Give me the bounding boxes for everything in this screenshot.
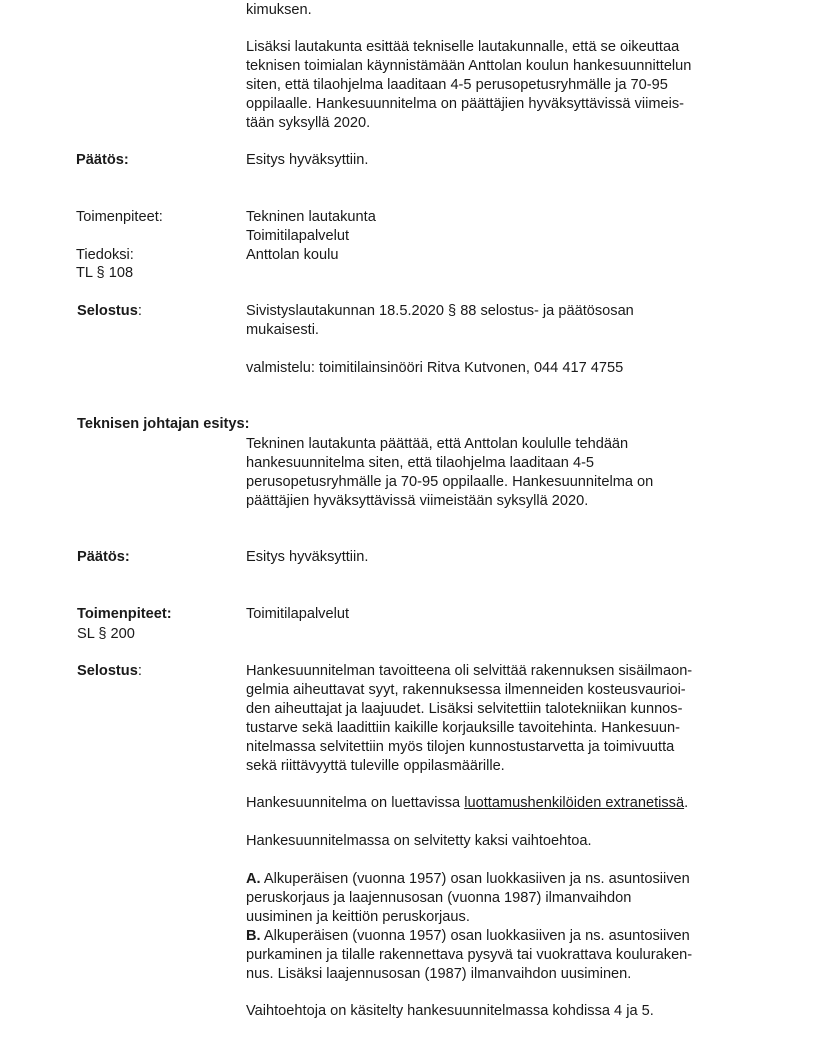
selostus-line: Sivistyslautakunnan 18.5.2020 § 88 selostus- ja päätösosan bbox=[246, 303, 634, 319]
selostus-label-colon: : bbox=[137, 303, 142, 319]
selostus-line: gelmia aiheuttavat syyt, rakennuksessa ilmenneiden kosteusvaurioi- bbox=[246, 682, 686, 698]
esitys-line: Tekninen lautakunta päättää, että Anttolan koululle tehdään bbox=[246, 436, 629, 452]
vaihtoehdot-text: Hankesuunnitelmassa on selvitetty kaksi vaihtoehtoa. bbox=[246, 833, 592, 849]
lisaksi-line: siten, että tilaohjelma laaditaan 4-5 perusopetusryhmälle ja 70-95 bbox=[246, 77, 668, 93]
selostus-line: den aiheuttajat ja laajuudet. Lisäksi selvitettiin talotekniikan kunnos- bbox=[246, 701, 683, 717]
option-a-line: uusiminen ja keittiön peruskorjaus. bbox=[246, 909, 470, 925]
lisaksi-line: oppilaalle. Hankesuunnitelma on päättäjien hyväksyttävissä viimeis- bbox=[246, 96, 685, 112]
option-b-text: Alkuperäisen (vuonna 1957) osan luokkasiiven ja ns. asuntosiiven bbox=[260, 928, 690, 944]
valmistelu-text: valmistelu: toimitilainsinööri Ritva Kutvonen, 044 417 4755 bbox=[246, 360, 624, 376]
selostus-label-colon: : bbox=[137, 663, 142, 679]
paatos-text: Esitys hyväksyttiin. bbox=[246, 549, 369, 565]
option-a-letter: A. bbox=[246, 871, 261, 887]
option-b-line: nus. Lisäksi laajennusosan (1987) ilmanvaihdon uusiminen. bbox=[246, 966, 632, 982]
option-b-line bbox=[246, 927, 690, 946]
selostus-label bbox=[77, 302, 142, 321]
selostus-line: Hankesuunnitelman tavoitteena oli selvittää rakennuksen sisäilmaon- bbox=[246, 663, 693, 679]
toimenpiteet-text: Toimitilapalvelut bbox=[246, 606, 350, 622]
toimenpiteet-label: Toimenpiteet: bbox=[76, 209, 163, 225]
paatos-text: Esitys hyväksyttiin. bbox=[246, 152, 369, 168]
sl-reference: SL § 200 bbox=[77, 626, 135, 642]
esitys-heading: Teknisen johtajan esitys: bbox=[77, 416, 250, 432]
option-a-line bbox=[246, 870, 690, 889]
extranet-suffix: . bbox=[684, 795, 689, 811]
intro-line: kimuksen. bbox=[246, 2, 312, 18]
tiedoksi-label: Tiedoksi: bbox=[76, 247, 134, 263]
lisaksi-line: tään syksyllä 2020. bbox=[246, 115, 371, 131]
option-b-line: purkaminen ja tilalle rakennettava pysyvä tai vuokrattava kouluraken- bbox=[246, 947, 693, 963]
paatos-label: Päätös: bbox=[76, 152, 129, 168]
esitys-line: päättäjien hyväksyttävissä viimeistään syksyllä 2020. bbox=[246, 493, 589, 509]
option-a-text: Alkuperäisen (vuonna 1957) osan luokkasiiven ja ns. asuntosiiven bbox=[260, 871, 690, 887]
kasitelty-text: Vaihtoehtoja on käsitelty hankesuunnitelmassa kohdissa 4 ja 5. bbox=[246, 1003, 654, 1019]
selostus-label bbox=[77, 662, 142, 681]
selostus-line: tustarve sekä laadittiin kaikille korjauksille tavoitehinta. Hankesuun- bbox=[246, 720, 680, 736]
selostus-label-text: Selostus bbox=[77, 663, 138, 679]
extranet-prefix: Hankesuunnitelma on luettavissa bbox=[246, 795, 465, 811]
toimenpiteet-label: Toimenpiteet: bbox=[77, 606, 172, 622]
extranet-link[interactable]: luottamushenkilöiden extranetissä bbox=[464, 795, 685, 811]
esitys-line: perusopetusryhmälle ja 70-95 oppilaalle. Hankesuunnitelma on bbox=[246, 474, 654, 490]
selostus-label-text: Selostus bbox=[77, 303, 138, 319]
tl-reference: TL § 108 bbox=[76, 265, 134, 281]
lisaksi-line: Lisäksi lautakunta esittää tekniselle lautakunnalle, että se oikeuttaa bbox=[246, 39, 680, 55]
extranet-paragraph bbox=[246, 794, 688, 813]
selostus-line: mukaisesti. bbox=[246, 322, 319, 338]
toimenpiteet-item: Toimitilapalvelut bbox=[246, 228, 350, 244]
option-a-line: peruskorjaus ja laajennusosan (vuonna 1987) ilmanvaihdon bbox=[246, 890, 632, 906]
lisaksi-line: teknisen toimialan käynnistämään Anttolan koulun hankesuunnittelun bbox=[246, 58, 692, 74]
selostus-line: nitelmassa selvitettiin myös tilojen kunnostustarvetta ja toimivuutta bbox=[246, 739, 675, 755]
toimenpiteet-item: Tekninen lautakunta bbox=[246, 209, 376, 225]
option-b-letter: B. bbox=[246, 928, 261, 944]
selostus-line: sekä riittävyyttä tuleville oppilasmäärille. bbox=[246, 758, 505, 774]
tiedoksi-text: Anttolan koulu bbox=[246, 247, 339, 263]
paatos-label: Päätös: bbox=[77, 549, 130, 565]
esitys-line: hankesuunnitelma siten, että tilaohjelma laaditaan 4-5 bbox=[246, 455, 595, 471]
